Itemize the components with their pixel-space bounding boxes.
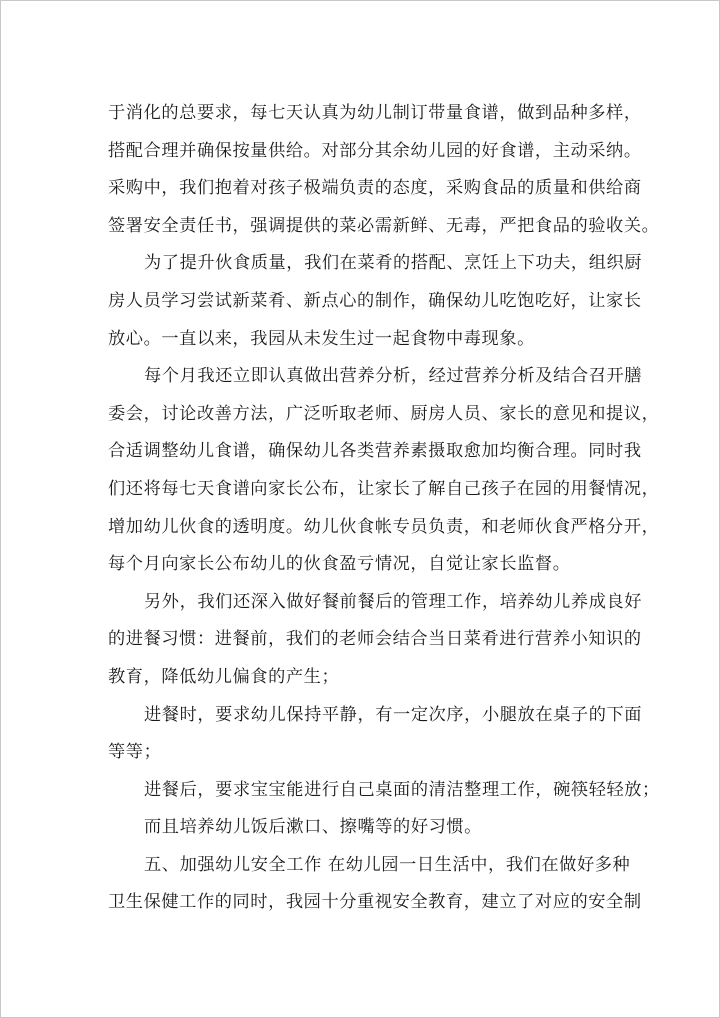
text-line: 增加幼儿伙食的透明度。幼儿伙食帐专员负责，和老师伙食严格分开， (108, 516, 660, 537)
text-line: 教育，降低幼儿偏食的产生； (108, 666, 340, 687)
text-line: 进餐时，要求幼儿保持平静，有一定次序，小腿放在桌子的下面 (144, 704, 643, 725)
text-line: 们还将每七天食谱向家长公布，让家长了解自己孩子在园的用餐情况， (108, 478, 660, 499)
text-line: 另外，我们还深入做好餐前餐后的管理工作，培养幼儿养成良好 (144, 591, 643, 612)
text-line: 的进餐习惯：进餐前，我们的老师会结合当日菜肴进行营养小知识的 (108, 629, 642, 650)
text-line: 房人员学习尝试新菜肴、新点心的制作，确保幼儿吃饱吃好，让家长 (108, 290, 642, 311)
text-line: 放心。一直以来，我园从未发生过一起食物中毒现象。 (108, 328, 535, 349)
text-line: 而且培养幼儿饭后漱口、擦嘴等的好习惯。 (144, 817, 482, 838)
text-line: 等等； (108, 742, 162, 763)
text-line: 采购中，我们抱着对孩子极端负责的态度，采购食品的质量和供给商 (108, 178, 642, 199)
text-line: 搭配合理并确保按量供给。对部分其余幼儿园的好食谱，主动采纳。 (108, 140, 642, 161)
text-line: 委会，讨论改善方法，广泛听取老师、厨房人员、家长的意见和提议， (108, 403, 660, 424)
document-body (108, 95, 660, 922)
text-line: 合适调整幼儿食谱，确保幼儿各类营养素摄取愈加均衡合理。同时我 (108, 441, 642, 462)
text-line: 每个月向家长公布幼儿的伙食盈亏情况，自觉让家长监督。 (108, 554, 571, 575)
text-line: 卫生保健工作的同时，我园十分重视安全教育，建立了对应的安全制 (108, 892, 642, 913)
text-line: 为了提升伙食质量，我们在菜肴的搭配、烹饪上下功夫，组织厨 (144, 253, 643, 274)
text-line: 每个月我还立即认真做出营养分析，经过营养分析及结合召开膳 (144, 366, 643, 387)
text-line: 进餐后，要求宝宝能进行自己桌面的清洁整理工作，碗筷轻轻放； (144, 779, 660, 800)
text-line: 于消化的总要求，每七天认真为幼儿制订带量食谱，做到品种多样， (108, 103, 642, 123)
section-heading-line: 五、加强幼儿安全工作 在幼儿园一日生活中，我们在做好多种 (144, 854, 631, 875)
text-line: 签署安全责任书，强调提供的菜必需新鲜、无毒，严把食品的验收关。 (108, 215, 660, 236)
